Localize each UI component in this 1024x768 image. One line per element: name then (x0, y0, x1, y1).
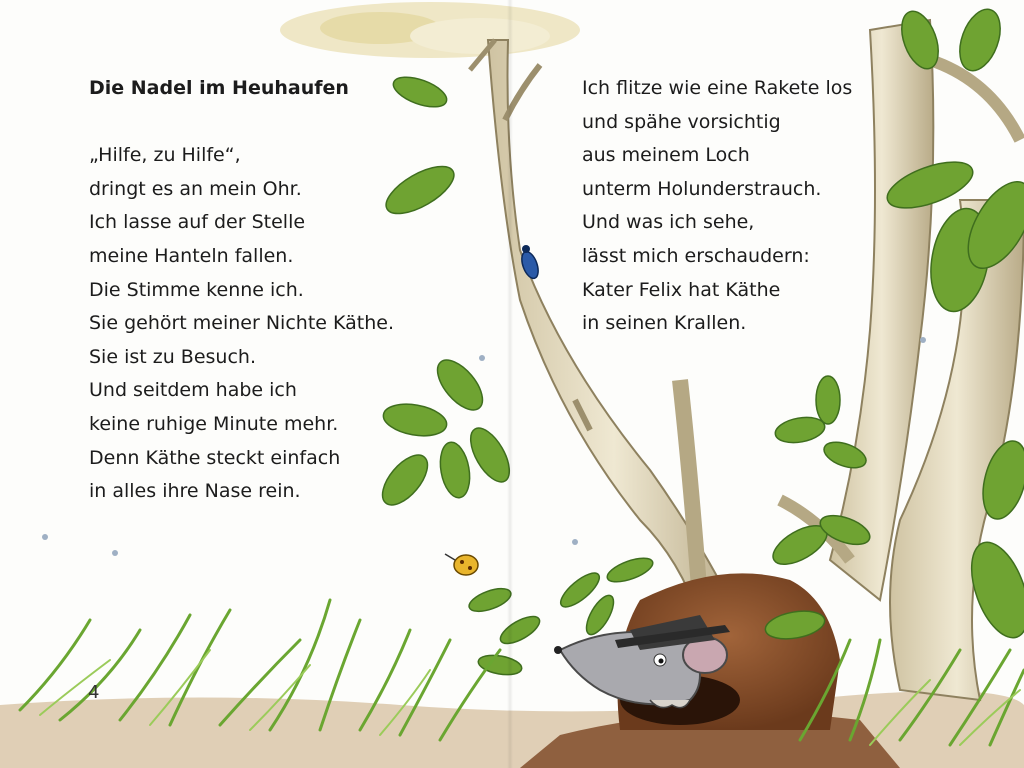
text-line: in alles ihre Nase rein. (89, 480, 301, 503)
text-line: in seinen Krallen. (582, 312, 747, 335)
text-line: Ich lasse auf der Stelle (89, 211, 306, 234)
blossom-cluster (280, 2, 580, 58)
text-line: Sie ist zu Besuch. (89, 345, 256, 368)
text-line: Ich flitze wie eine Rakete los (582, 77, 853, 99)
text-line: Und seitdem habe ich (89, 379, 297, 402)
text-line: Kater Felix hat Käthe (582, 278, 781, 301)
ladybug (445, 554, 478, 575)
text-line: und spähe vorsichtig (582, 110, 781, 133)
text-line: unterm Holunderstrauch. (582, 177, 822, 200)
chapter-title: Die Nadel im Heuhaufen (89, 77, 349, 99)
text-line: Denn Käthe steckt einfach (89, 446, 341, 469)
text-line: Sie gehört meiner Nichte Käthe. (89, 312, 394, 335)
page-number: 4 (88, 682, 100, 703)
left-page-text (89, 72, 419, 509)
text-line: „Hilfe, zu Hilfe“, (89, 144, 241, 167)
text-line: dringt es an mein Ohr. (89, 177, 302, 200)
text-line: lässt mich erschaudern: (582, 244, 810, 267)
text-line: Die Stimme kenne ich. (89, 278, 304, 301)
right-page-text (582, 72, 882, 341)
book-gutter (507, 0, 513, 768)
text-line: Und was ich sehe, (582, 211, 755, 234)
text-line: meine Hanteln fallen. (89, 244, 294, 267)
text-line: keine ruhige Minute mehr. (89, 412, 339, 435)
text-line: aus meinem Loch (582, 144, 750, 167)
